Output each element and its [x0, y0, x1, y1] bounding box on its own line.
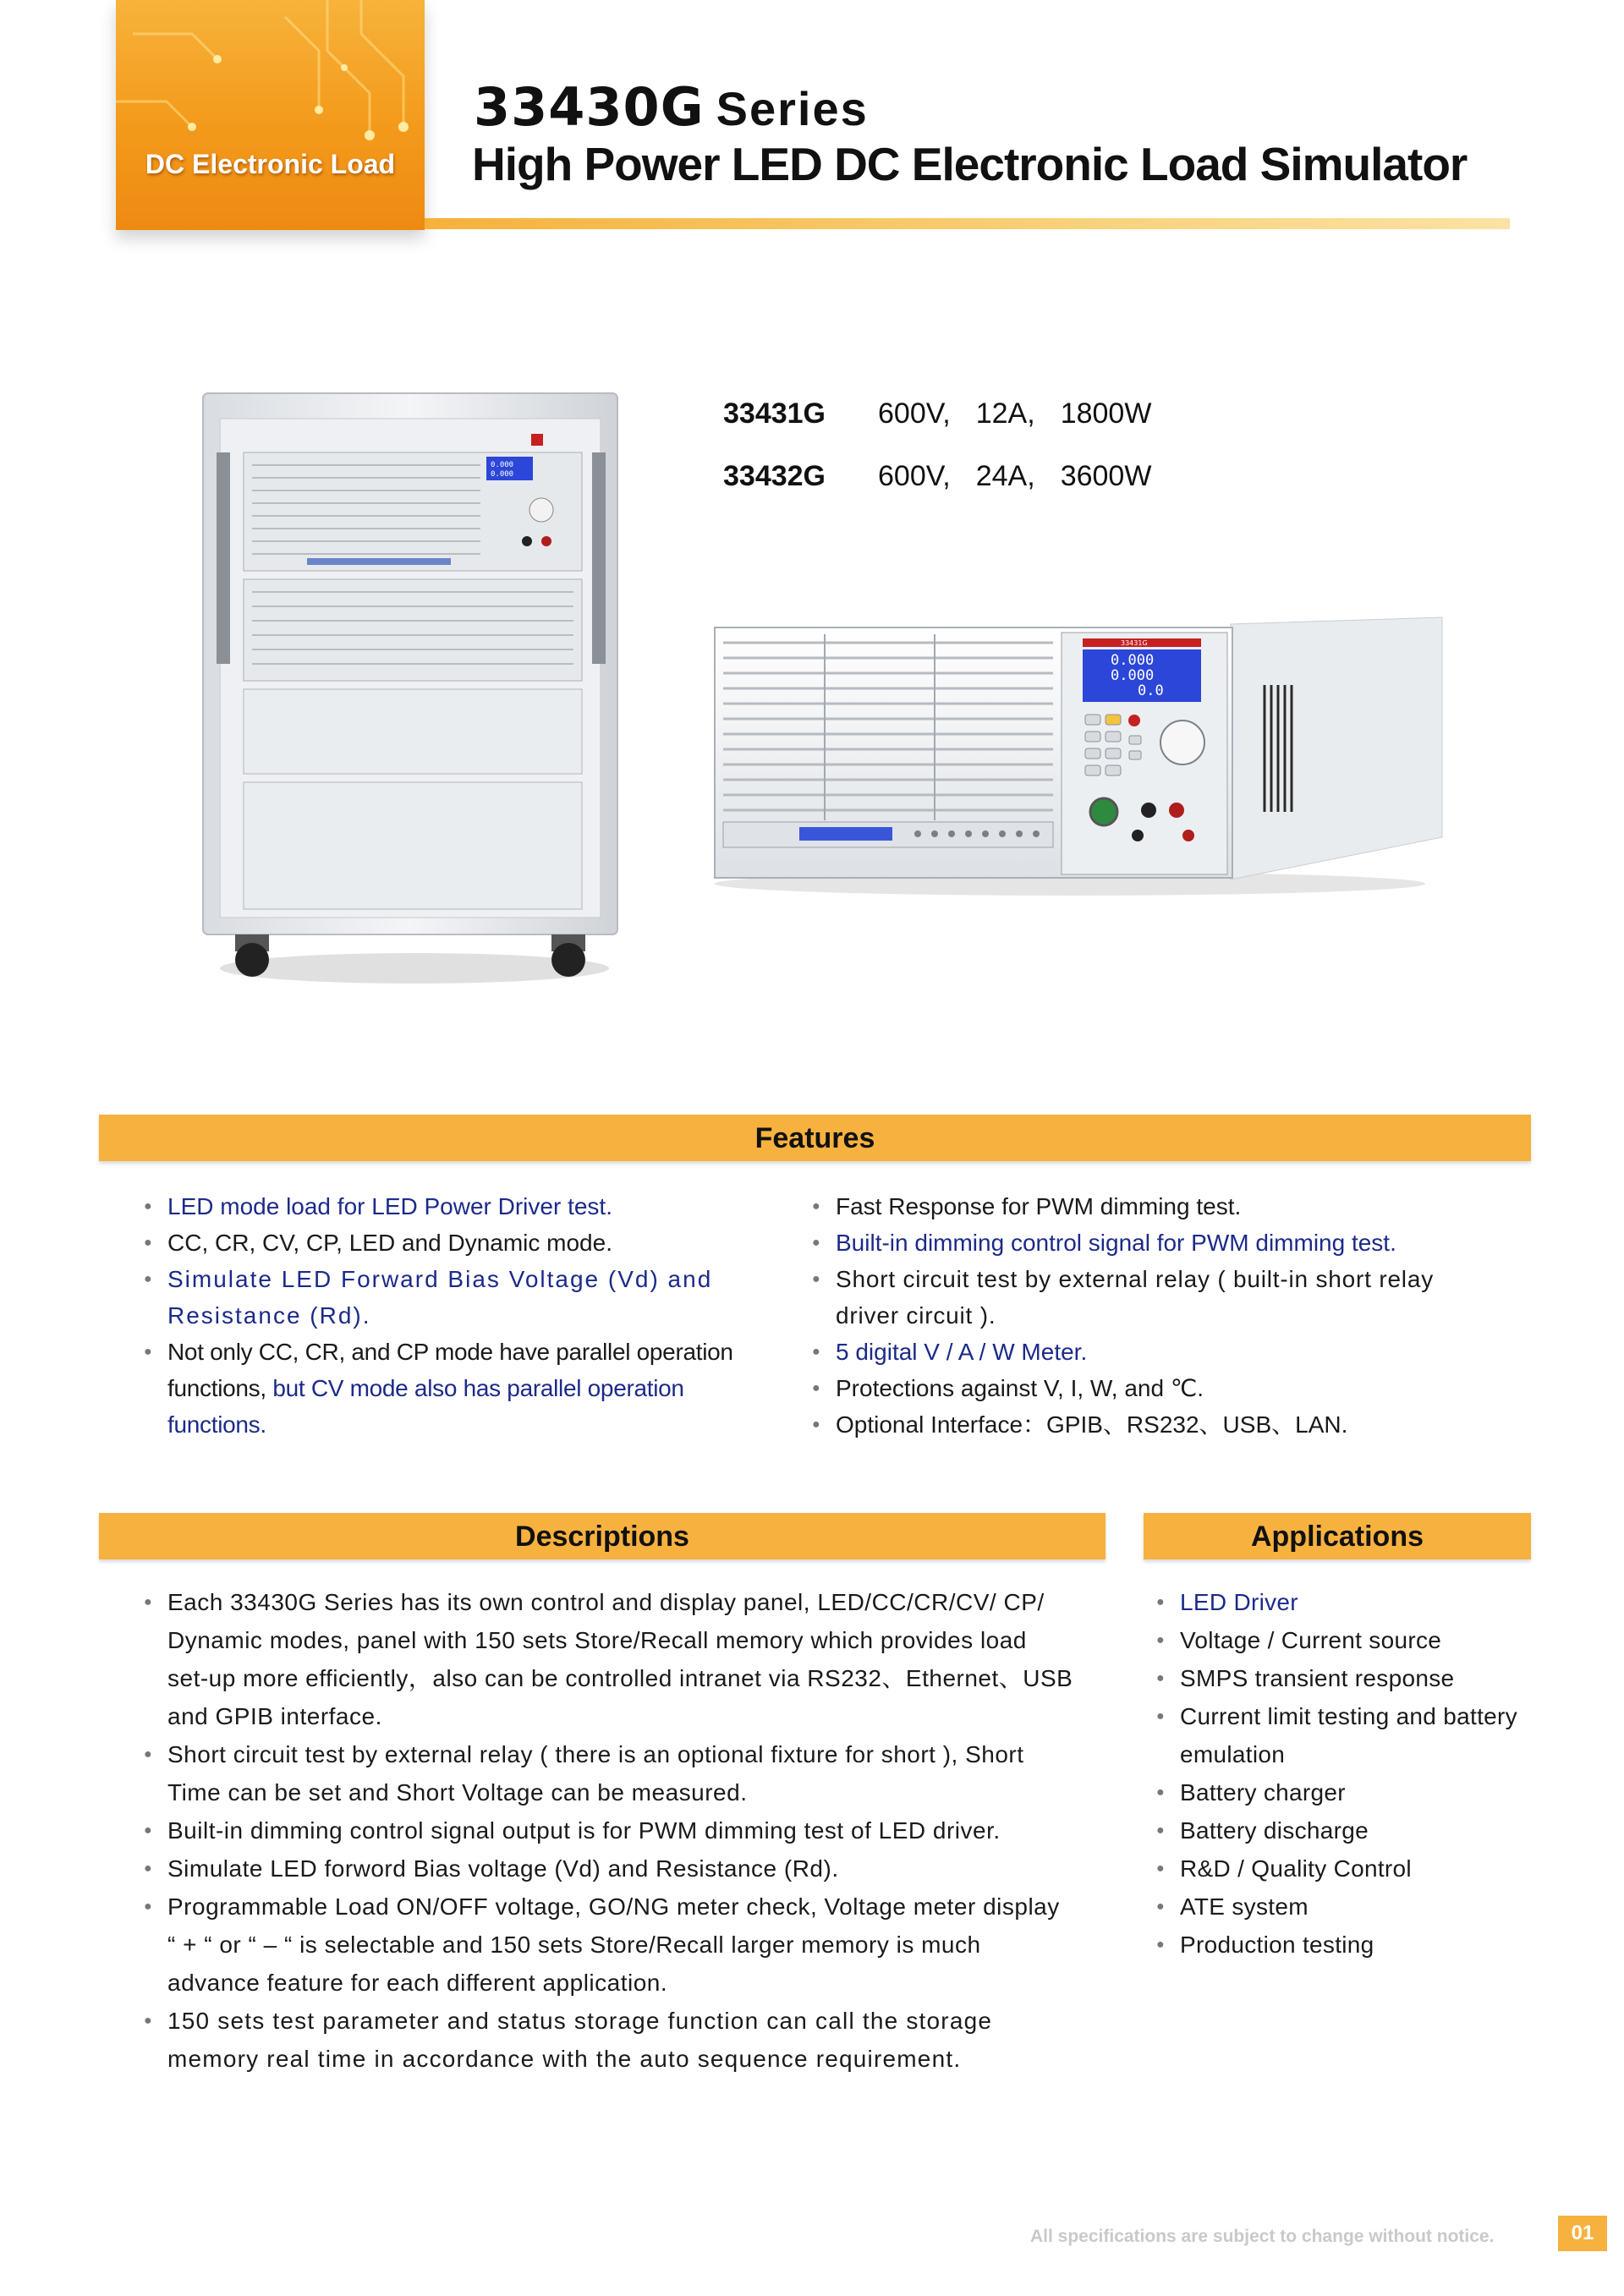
- list-item: ● Battery discharge: [1156, 1811, 1512, 1849]
- list-item: ● SMPS transient response: [1156, 1659, 1512, 1697]
- lcd-line: 0.000: [491, 470, 514, 479]
- unit-model-label: 33431G: [1121, 639, 1148, 647]
- circuit-pattern-graphic: [116, 0, 425, 230]
- list-item: ● Simulate LED forword Bias voltage (Vd) and Resistance (Rd).: [144, 1849, 1074, 1888]
- rack-unit-image: [193, 385, 633, 989]
- model-current: 12A,: [975, 397, 1035, 430]
- feature-text: Not only CC, CR, and CP mode have parallel operation functions,: [167, 1339, 733, 1401]
- model-power: 1800W: [1060, 397, 1152, 430]
- list-item: ● R&D / Quality Control: [1156, 1849, 1512, 1888]
- list-item: ● Short circuit test by external relay ( there is an optional fixture for short ), Short Time can be set and Short Voltage can be measured.: [144, 1735, 1074, 1811]
- features-heading-bar: Features: [99, 1115, 1531, 1161]
- applications-heading-bar: Applications: [1144, 1513, 1531, 1559]
- list-item: ● Current limit testing and battery emulation: [1156, 1697, 1518, 1773]
- page-number: 01: [1558, 2216, 1607, 2251]
- series-code: 33430G: [474, 76, 705, 138]
- list-item: ● Built-in dimming control signal output is for PWM dimming test of LED driver.: [144, 1811, 1074, 1849]
- model-row: [723, 460, 1177, 493]
- title-underline: [425, 218, 1510, 229]
- page-title: High Power LED DC Electronic Load Simulator: [472, 138, 1468, 190]
- model-name: 33432G: [723, 460, 826, 492]
- applications-list: [1156, 1583, 1517, 1964]
- list-item: ● CC, CR, CV, CP, LED and Dynamic mode.: [144, 1225, 770, 1261]
- list-item: ● Short circuit test by external relay ( built-in short relay driver circuit ).: [812, 1261, 1445, 1334]
- list-item: ● 5 digital V / A / W Meter.: [812, 1334, 1472, 1370]
- list-item: ● 150 sets test parameter and status storage function can call the storage memory real time in accordance with the auto sequence requirement.: [144, 2002, 1074, 2078]
- desktop-unit-image: [706, 609, 1451, 896]
- list-item: ● Simulate LED Forward Bias Voltage (Vd) and Resistance (Rd).: [144, 1261, 770, 1334]
- list-item: ● Battery charger: [1156, 1773, 1512, 1811]
- list-item: ● Production testing: [1156, 1926, 1512, 1964]
- list-item: ● ATE system: [1156, 1888, 1512, 1926]
- lcd-line: 0.0: [1138, 682, 1164, 699]
- lcd-line: 0.000: [1111, 652, 1155, 669]
- footer-disclaimer: All specifications are subject to change without notice.: [1030, 2227, 1495, 2246]
- model-name: 33431G: [723, 397, 826, 430]
- list-item: ● LED Driver: [1156, 1583, 1512, 1621]
- series-heading: [474, 76, 869, 138]
- model-power: 3600W: [1060, 460, 1152, 492]
- list-item: ● Fast Response for PWM dimming test.: [812, 1188, 1472, 1225]
- list-item: ● Built-in dimming control signal for PWM dimming test.: [812, 1225, 1472, 1261]
- descriptions-heading-bar: Descriptions: [99, 1513, 1106, 1559]
- model-voltage: 600V,: [878, 397, 951, 430]
- descriptions-list: [144, 1583, 1074, 2078]
- category-badge: [116, 0, 425, 230]
- badge-label: DC Electronic Load: [145, 149, 396, 179]
- model-current: 24A,: [975, 460, 1035, 492]
- list-item: ● Voltage / Current source: [1156, 1621, 1512, 1659]
- list-item: ● LED mode load for LED Power Driver test.: [144, 1188, 770, 1225]
- feature-text-highlight: but CV mode also has parallel operation functions.: [167, 1375, 684, 1438]
- features-left-list: [144, 1188, 770, 1443]
- lcd-line: 0.000: [491, 461, 514, 469]
- model-voltage: 600V,: [878, 460, 951, 492]
- list-item: ● Optional Interface：GPIB、RS232、USB、LAN.: [812, 1406, 1472, 1443]
- model-row: [723, 397, 1177, 430]
- list-item: ● Programmable Load ON/OFF voltage, GO/NG meter check, Voltage meter display “ + “ or “ – “ is selectable and 150 sets Store/Recall larger memory is much advance feature for each different application.: [144, 1888, 1074, 2002]
- series-word: Series: [716, 82, 869, 135]
- list-item: [144, 1334, 770, 1443]
- list-item: ● Protections against V, I, W, and ℃.: [812, 1370, 1472, 1406]
- list-item: ● Each 33430G Series has its own control and display panel, LED/CC/CR/CV/ CP/ Dynamic modes, panel with 150 sets Store/Recall memory which provides load set-up more efficiently，also can be controlled intranet via RS232、Ethernet、USB and GPIB interface.: [144, 1583, 1074, 1735]
- features-right-list: [812, 1188, 1472, 1443]
- lcd-line: 0.000: [1111, 667, 1155, 684]
